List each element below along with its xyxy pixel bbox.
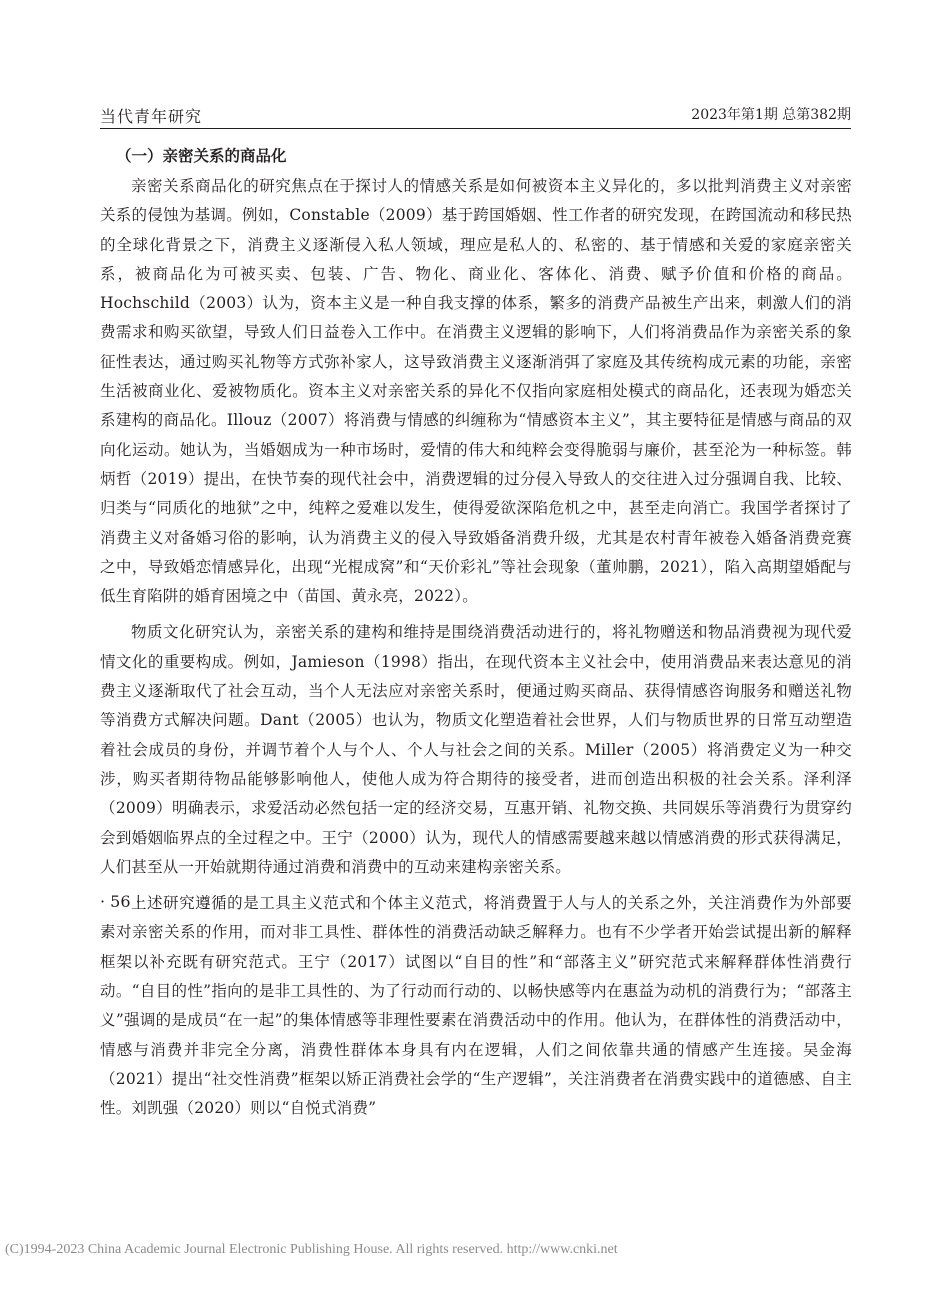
header-divider (100, 128, 851, 129)
paragraph-1: 亲密关系商品化的研究焦点在于探讨人的情感关系是如何被资本主义异化的，多以批判消费主义对亲密关系的侵蚀为基调。例如，Constable（2009）基于跨国婚姻、性工作者的研究发现，在跨国流动和移民热的全球化背景之下，消费主义逐渐侵入私人领域，理应是私人的、私密的、基于情感和关爱的家庭亲密关系，被商品化为可被买卖、包装、广告、物化、商业化、客体化、消费、赋予价值和价格的商品。Hochschild（2003）认为，资本主义是一种自我支撑的体系，繁多的消费产品被生产出来，刺激人们的消费需求和购买欲望，导致人们日益卷入工作中。在消费主义逻辑的影响下，人们将消费品作为亲密关系的象征性表达，通过购买礼物等方式弥补家人，这导致消费主义逐渐消弭了家庭及其传统构成元素的功能，亲密生活被商业化、爱被物质化。资本主义对亲密关系的异化不仅指向家庭相处模式的商品化，还表现为婚恋关系建构的商品化。Illouz（2007）将消费与情感的纠缠称为“情感资本主义”，其主要特征是情感与商品的双向化运动。她认为，当婚姻成为一种市场时，爱情的伟大和纯粹会变得脆弱与廉价，甚至沦为一种标签。韩炳哲（2019）提出，在快节奏的现代社会中，消费逻辑的过分侵入导致人的交往进入过分强调自我、比较、归类与“同质化的地狱”之中，纯粹之爱难以发生，使得爱欲深陷危机之中，甚至走向消亡。我国学者探讨了消费主义对备婚习俗的影响，认为消费主义的侵入导致婚备消费升级，尤其是农村青年被卷入婚备消费竞赛之中，导致婚恋情感异化，出现“光棍成窝”和“天价彩礼”等社会现象（董帅鹏，2021），陷入高期望婚配与低生育陷阱的婚育困境之中（苗国、黄永亮，2022）。 (100, 177, 852, 606)
paragraph-2: 物质文化研究认为，亲密关系的建构和维持是围绕消费活动进行的，将礼物赠送和物品消费视为现代爱情文化的重要构成。例如，Jamieson（1998）指出，在现代资本主义社会中，使用消费品来表达意见的消费主义逐渐取代了社会互动，当个人无法应对亲密关系时，便通过购买商品、获得情感咨询服务和赠送礼物等消费方式解决问题。Dant（2005）也认为，物质文化塑造着社会世界，人们与物质世界的日常互动塑造着社会成员的身份，并调节着个人与个人、个人与社会之间的关系。Miller（2005）将消费定义为一种交涉，购买者期待物品能够影响他人，使他人成为符合期待的接受者，进而创造出积极的社会关系。泽利泽（2009）明确表示，求爱活动必然包括一定的经济交易，互惠开销、礼物交换、共同娱乐等消费行为贯穿约会到婚姻临界点的全过程之中。王宁（2000）认为，现代人的情感需要越来越以情感消费的形式获得满足，人们甚至从一开始就期待通过消费和消费中的互动来建构亲密关系。 (100, 623, 852, 876)
section-heading: （一）亲密关系的商品化 (116, 147, 287, 165)
copyright-notice: (C)1994-2023 China Academic Journal Electronic Publishing House. All rights reserved. http://www.cnki.net (5, 1242, 618, 1257)
article-body (100, 172, 852, 1131)
journal-name: 当代青年研究 (100, 107, 203, 126)
paragraph-3: 上述研究遵循的是工具主义范式和个体主义范式，将消费置于人与人的关系之外，关注消费作为外部要素对亲密关系的作用，而对非工具性、群体性的消费活动缺乏解释力。也有不少学者开始尝试提出新的解释框架以补充既有研究范式。王宁（2017）试图以“自目的性”和“部落主义”研究范式来解释群体性消费行动。“自目的性”指向的是非工具性的、为了行动而行动的、以畅快感等内在惠益为动机的消费行为；“部落主义”强调的是成员“在一起”的集体情感等非理性要素在消费活动中的作用。他认为，在群体性的消费活动中，情感与消费并非完全分离，消费性群体本身具有内在逻辑，人们之间依靠共通的情感产生连接。吴金海（2021）提出“社交性消费”框架以矫正消费社会学的“生产逻辑”，关注消费者在消费实践中的道德感、自主性。刘凯强（2020）则以“自悦式消费” (100, 894, 852, 1118)
issue-info: 2023年第1期 总第382期 (691, 107, 851, 123)
page-number: · 56 · (100, 892, 141, 911)
